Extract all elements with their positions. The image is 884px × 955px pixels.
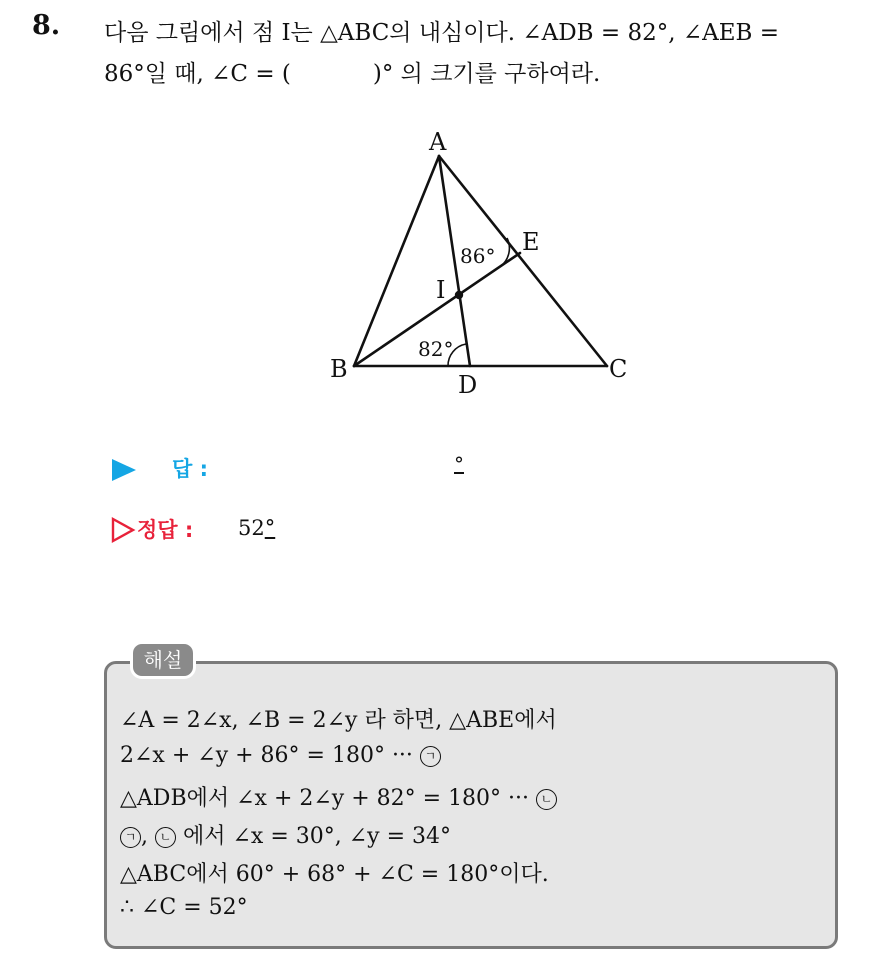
label-d: D: [458, 371, 478, 399]
label-a: A: [429, 128, 447, 156]
circled-mark-2: ㄴ: [536, 789, 557, 810]
circled-mark-1: ㄱ: [420, 746, 441, 767]
question-text-line2-part2: )° 의 크기를 구하여라.: [372, 61, 601, 87]
label-angle-82: 82°: [418, 337, 454, 361]
correct-answer-row: [110, 511, 510, 551]
question-text-line2-part1: 86°일 때, ∠C = (: [104, 61, 291, 87]
label-c: C: [609, 355, 628, 383]
triangle-figure: [320, 122, 640, 404]
correct-triangle-icon: [110, 516, 136, 544]
answer-triangle-icon: [110, 457, 138, 483]
solution-line1: ∠A = 2∠x, ∠B = 2∠y 라 하면, △ABE에서: [120, 708, 557, 733]
circled-mark-2b: ㄴ: [155, 827, 176, 848]
label-angle-86: 86°: [460, 244, 496, 268]
solution-line6: ∴ ∠C = 52°: [120, 895, 248, 920]
label-e: E: [522, 228, 540, 256]
question-number: 8.: [32, 10, 61, 41]
circled-mark-1b: ㄱ: [120, 827, 141, 848]
question-text-line2: [104, 55, 600, 88]
solution-line5: △ABC에서 60° + 68° + ∠C = 180°이다.: [120, 862, 549, 887]
solution-tab: 해설: [130, 641, 196, 679]
solution-line2: 2∠x + ∠y + 86° = 180° ··· ㄱ: [120, 743, 441, 768]
side-ab: [354, 156, 439, 366]
correct-label: 정답 :: [137, 518, 194, 542]
answer-label: 답 :: [172, 457, 208, 481]
correct-value: 52°: [238, 516, 276, 540]
label-b: B: [330, 355, 348, 383]
answer-input-unit[interactable]: °: [454, 452, 464, 476]
answer-row: [110, 450, 510, 490]
question-text-line1: 다음 그림에서 점 I는 △ABC의 내심이다. ∠ADB = 82°, ∠AEB =: [104, 20, 779, 46]
solution-line4: ㄱ , ㄴ 에서 ∠x = 30°, ∠y = 34°: [120, 819, 451, 850]
incenter-point: [455, 291, 463, 299]
solution-line3: △ADB에서 ∠x + 2∠y + 82° = 180° ··· ㄴ: [120, 781, 557, 812]
label-i: I: [436, 276, 446, 304]
